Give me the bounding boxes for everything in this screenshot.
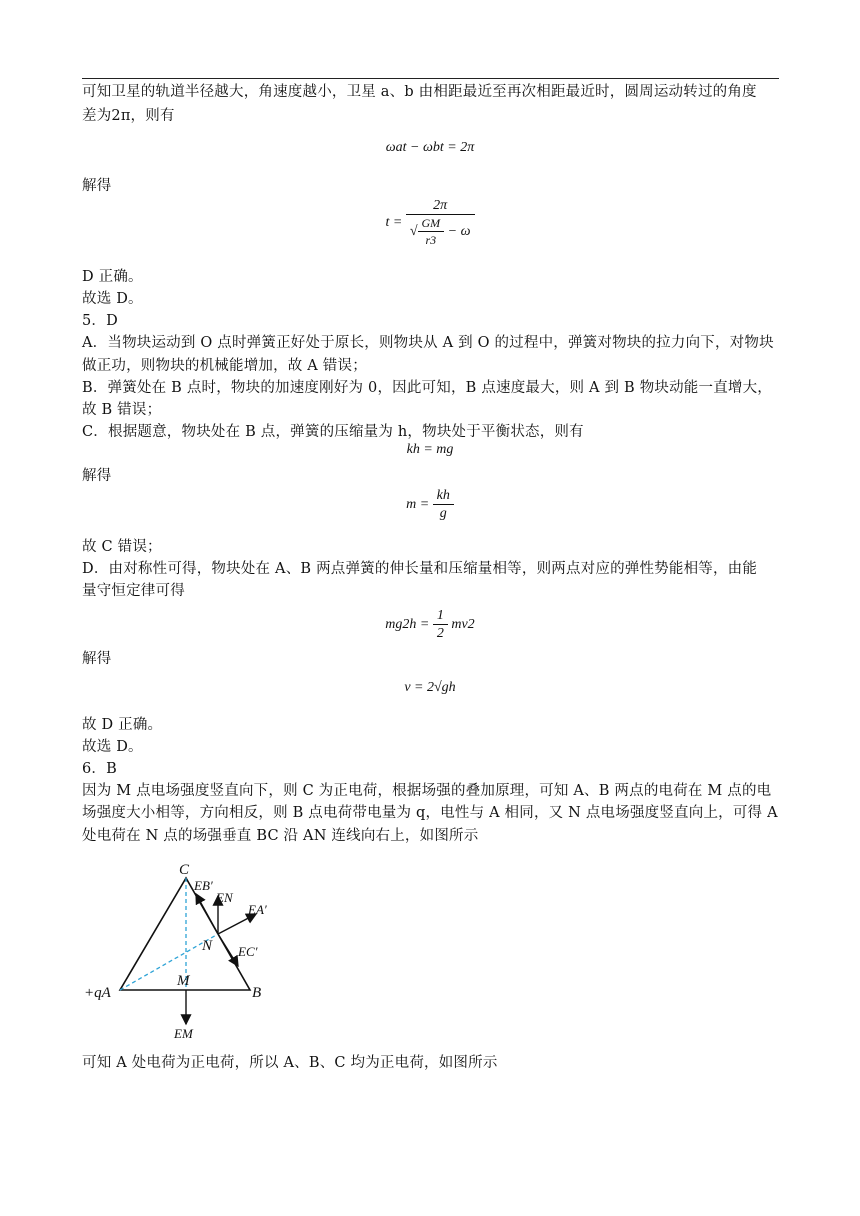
label-a: +qA (84, 985, 111, 1001)
label-ec: EC′ (238, 944, 258, 959)
text-line: 故选 D。 (82, 739, 143, 755)
text-line: 差为2π，则有 (82, 108, 175, 124)
text-line: 故 B 错误； (82, 402, 162, 418)
text-line: C．根据题意，物块处在 B 点，弹簧的压缩量为 h，物块处于平衡状态，则有 (82, 424, 584, 440)
triangle-field-diagram (82, 852, 292, 1042)
arrow-eb (196, 894, 218, 934)
text-line: 解得 (82, 178, 112, 194)
text-line: 解得 (82, 468, 112, 484)
label-b: B (252, 985, 262, 1001)
text-line: A．当物块运动到 O 点时弹簧正好处于原长，则物块从 A 到 O 的过程中，弹簧对物块的拉力向下，对物块 (82, 335, 774, 351)
text-line: 解得 (82, 651, 112, 667)
text-line: 故 D 正确。 (82, 717, 163, 733)
text-line: D．由对称性可得，物块处在 A、B 两点弹簧的伸长量和压缩量相等，则两点对应的弹性势能相等，由能 (82, 561, 758, 577)
text-line: 处电荷在 N 点的场强垂直 BC 沿 AN 连线向右上，如图所示 (82, 828, 479, 844)
arrow-ec (218, 934, 238, 966)
text-line: 场强度大小相等，方向相反，则 B 点电荷带电量为 q，电性与 A 相同，又 N 点电场强度竖直向上，可得 A (82, 805, 778, 821)
text-line: 可知卫星的轨道半径越大，角速度越小，卫星 a、b 由相距最近至再次相距最近时，圆周运动转过的角度 (82, 84, 757, 100)
text-line: D 正确。 (82, 269, 143, 285)
equation-4: m = $\frac{kh}{g}$ (0, 488, 860, 522)
arrow-ea (218, 914, 256, 934)
text-line: 故选 D。 (82, 291, 143, 307)
header-rule (82, 78, 779, 79)
label-ea: EA′ (248, 902, 267, 917)
text-line: 量守恒定律可得 (82, 583, 185, 599)
text-line: 5．D (82, 313, 118, 329)
text-line: 故 C 错误； (82, 539, 162, 555)
equation-3: kh = mg (406, 442, 454, 457)
label-n: N (202, 938, 213, 954)
text-line: 6．B (82, 761, 117, 777)
equation-5: mg2h = $\frac{1}{2}$ mv2 (385, 608, 475, 641)
text-line: 做正功，则物块的机械能增加，故 A 错误； (82, 358, 367, 374)
label-eb: EB′ (194, 878, 213, 893)
text-line: 因为 M 点电场强度竖直向下，则 C 为正电荷，根据场强的叠加原理，可知 A、B 两点的电荷在 M 点的电 (82, 783, 772, 799)
equation-2: t = 2π √ $\frac{GM}{r3}$ − ω (0, 198, 860, 248)
equation-6: v = 2√gh (404, 680, 456, 695)
label-c: C (179, 862, 190, 878)
text-line: B．弹簧处在 B 点时，物块的加速度刚好为 0，因此可知，B 点速度最大，则 A 到 B 物块动能一直增大， (82, 380, 772, 396)
text-line: 可知 A 处电荷为正电荷，所以 A、B、C 均为正电荷，如图所示 (82, 1055, 498, 1071)
label-em: EM (174, 1026, 193, 1041)
label-en: EN (216, 890, 233, 905)
label-m: M (177, 973, 190, 989)
equation-1: ωat − ωbt = 2π (385, 140, 475, 155)
